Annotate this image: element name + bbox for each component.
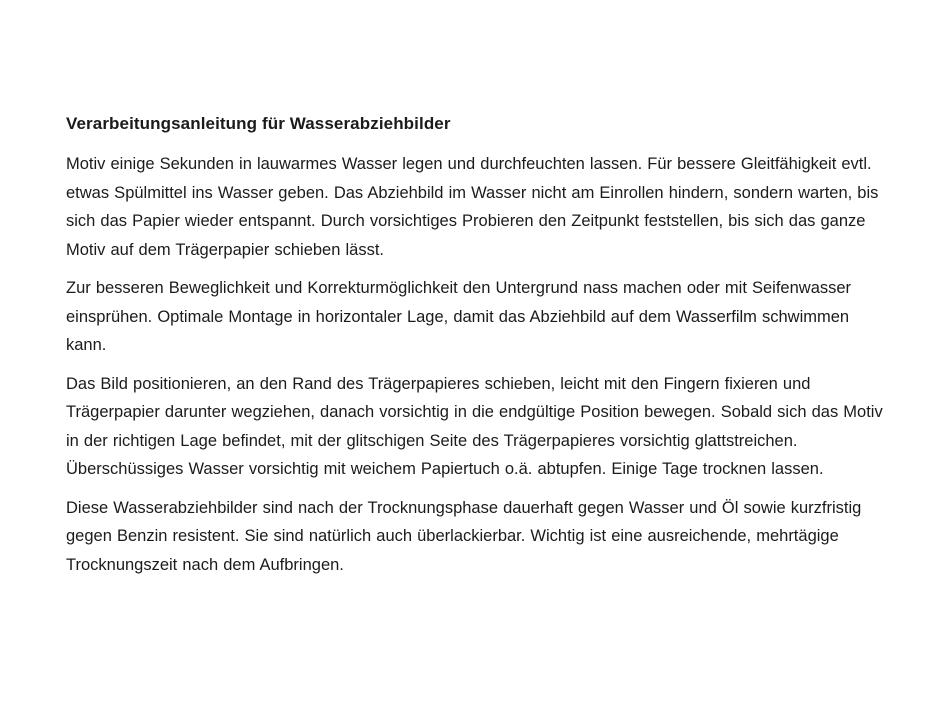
paragraph-positioning-instructions: Das Bild positionieren, an den Rand des Trägerpapieres schieben, leicht mit den Fingern fixieren und Trägerpapier darunter wegziehen, danach vorsichtig in die endgültige Position bewegen. Sobald sich das Motiv in der richtigen Lage befindet, mit der glitschigen Seite des Trägerpapieres vorsichtig glattstreichen. Überschüssiges Wasser vorsichtig mit weichem Papiertuch o.ä. abtupfen. Einige Tage trocknen lassen. [66, 374, 883, 478]
paragraph-surface-preparation: Zur besseren Beweglichkeit und Korrekturmöglichkeit den Untergrund nass machen oder mit Seifenwasser einsprühen. Optimale Montage in horizontaler Lage, damit das Abziehbild auf dem Wasserfilm schwimmen kann. [66, 279, 852, 354]
paragraph-durability-notes: Diese Wasserabziehbilder sind nach der Trocknungsphase dauerhaft gegen Wasser und Öl sowie kurzfristig gegen Benzin resistent. Sie sind natürlich auch überlackierbar. Wichtig ist eine ausreichende, mehrtägige Trocknungszeit nach dem Aufbringen. [66, 498, 862, 574]
paragraph-soaking-instructions: Motiv einige Sekunden in lauwarmes Wasser legen und durchfeuchten lassen. Für bessere Gleitfähigkeit evtl. etwas Spülmittel ins Wasser geben. Das Abziehbild im Wasser nicht am Einrollen hindern, sondern warten, bis sich das Papier wieder entspannt. Durch vorsichtiges Probieren den Zeitpunkt feststellen, bis sich das ganze Motiv auf dem Trägerpapier schieben lässt. [66, 155, 879, 259]
document-title: Verarbeitungsanleitung für Wasserabziehbilder [66, 114, 451, 133]
